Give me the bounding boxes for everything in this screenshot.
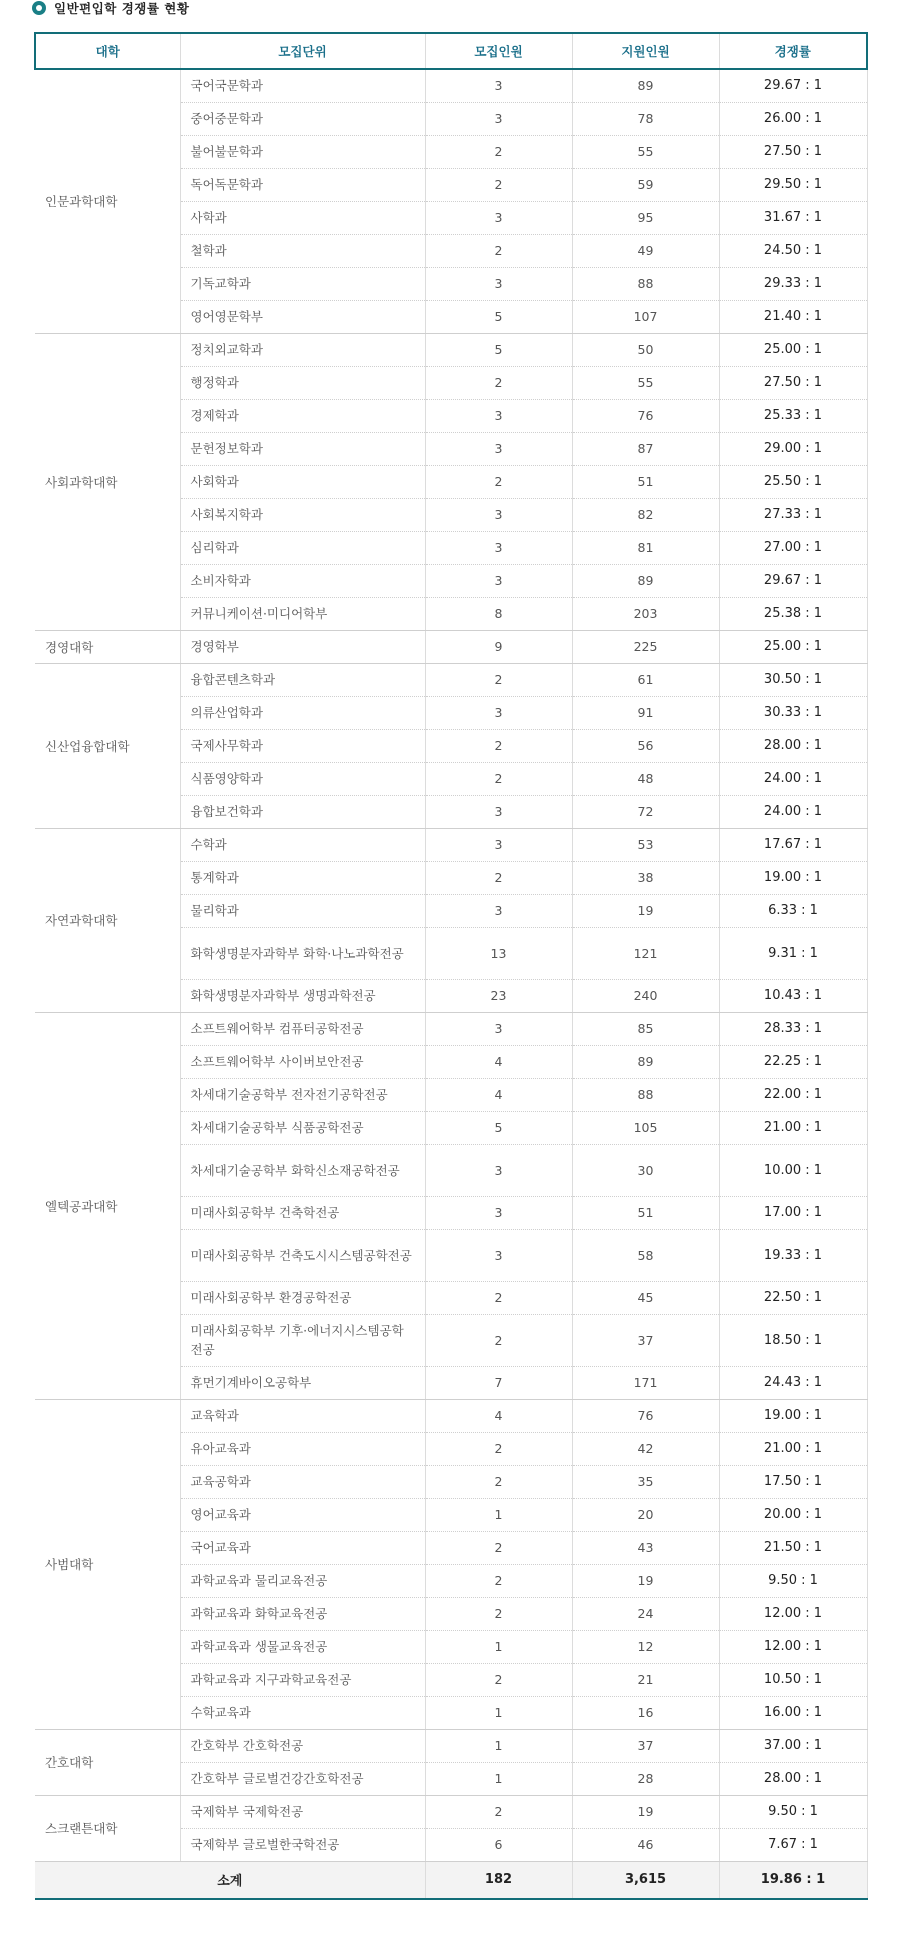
rate-cell: 25.00 : 1: [719, 630, 867, 663]
quota-cell: 3: [425, 267, 572, 300]
unit-cell: 의류산업학과: [180, 696, 425, 729]
table-row: [35, 1795, 867, 1828]
quota-cell: 2: [425, 366, 572, 399]
applicants-cell: 89: [572, 564, 719, 597]
quota-cell: 3: [425, 498, 572, 531]
quota-cell: 2: [425, 861, 572, 894]
rate-cell: 21.00 : 1: [719, 1432, 867, 1465]
unit-cell: 심리학과: [180, 531, 425, 564]
applicants-cell: 61: [572, 663, 719, 696]
quota-cell: 3: [425, 564, 572, 597]
table-row: [35, 1729, 867, 1762]
unit-cell: 영어영문학부: [180, 300, 425, 333]
rate-cell: 19.00 : 1: [719, 861, 867, 894]
header-rate: 경쟁률: [719, 33, 867, 69]
unit-cell: 교육학과: [180, 1399, 425, 1432]
quota-cell: 3: [425, 531, 572, 564]
applicants-cell: 24: [572, 1597, 719, 1630]
table-row: [35, 333, 867, 366]
header-unit: 모집단위: [180, 33, 425, 69]
table-row: [35, 663, 867, 696]
unit-cell: 독어독문학과: [180, 168, 425, 201]
applicants-cell: 81: [572, 531, 719, 564]
unit-cell: 기독교학과: [180, 267, 425, 300]
rate-cell: 29.50 : 1: [719, 168, 867, 201]
applicants-cell: 43: [572, 1531, 719, 1564]
applicants-cell: 171: [572, 1366, 719, 1399]
college-cell: 경영대학: [35, 630, 180, 663]
college-cell: 엘텍공과대학: [35, 1012, 180, 1399]
table-row: [35, 69, 867, 102]
unit-cell: 통계학과: [180, 861, 425, 894]
quota-cell: 2: [425, 1531, 572, 1564]
unit-cell: 과학교육과 지구과학교육전공: [180, 1663, 425, 1696]
quota-cell: 3: [425, 399, 572, 432]
unit-cell: 미래사회공학부 기후·에너지시스템공학전공: [180, 1314, 425, 1366]
table-row: [35, 630, 867, 663]
quota-cell: 4: [425, 1045, 572, 1078]
applicants-cell: 107: [572, 300, 719, 333]
rate-cell: 24.50 : 1: [719, 234, 867, 267]
applicants-cell: 51: [572, 1196, 719, 1229]
unit-cell: 물리학과: [180, 894, 425, 927]
rate-cell: 27.33 : 1: [719, 498, 867, 531]
applicants-cell: 87: [572, 432, 719, 465]
table-row: [35, 1012, 867, 1045]
applicants-cell: 240: [572, 979, 719, 1012]
rate-cell: 12.00 : 1: [719, 1630, 867, 1663]
unit-cell: 과학교육과 생물교육전공: [180, 1630, 425, 1663]
applicants-cell: 48: [572, 762, 719, 795]
rate-cell: 30.33 : 1: [719, 696, 867, 729]
quota-cell: 3: [425, 894, 572, 927]
applicants-cell: 82: [572, 498, 719, 531]
quota-cell: 3: [425, 69, 572, 102]
applicants-cell: 19: [572, 1564, 719, 1597]
applicants-cell: 85: [572, 1012, 719, 1045]
unit-cell: 미래사회공학부 건축도시시스템공학전공: [180, 1229, 425, 1281]
rate-cell: 24.43 : 1: [719, 1366, 867, 1399]
quota-cell: 1: [425, 1762, 572, 1795]
unit-cell: 영어교육과: [180, 1498, 425, 1531]
circle-bullet-icon: [32, 1, 46, 15]
table-header-row: [35, 33, 867, 69]
rate-cell: 9.31 : 1: [719, 927, 867, 979]
unit-cell: 경영학부: [180, 630, 425, 663]
unit-cell: 국어교육과: [180, 1531, 425, 1564]
college-cell: 간호대학: [35, 1729, 180, 1795]
rate-cell: 25.00 : 1: [719, 333, 867, 366]
applicants-cell: 89: [572, 69, 719, 102]
rate-cell: 17.50 : 1: [719, 1465, 867, 1498]
table-row: [35, 1399, 867, 1432]
applicants-cell: 76: [572, 399, 719, 432]
applicants-cell: 38: [572, 861, 719, 894]
rate-cell: 19.33 : 1: [719, 1229, 867, 1281]
rate-cell: 9.50 : 1: [719, 1564, 867, 1597]
quota-cell: 2: [425, 135, 572, 168]
competition-rate-table: [34, 32, 868, 1900]
quota-cell: 6: [425, 1828, 572, 1861]
unit-cell: 유아교육과: [180, 1432, 425, 1465]
unit-cell: 간호학부 글로벌건강간호학전공: [180, 1762, 425, 1795]
applicants-cell: 46: [572, 1828, 719, 1861]
rate-cell: 28.33 : 1: [719, 1012, 867, 1045]
quota-cell: 3: [425, 795, 572, 828]
applicants-cell: 20: [572, 1498, 719, 1531]
unit-cell: 국제학부 국제학전공: [180, 1795, 425, 1828]
table-row: [35, 828, 867, 861]
quota-cell: 2: [425, 1597, 572, 1630]
applicants-cell: 88: [572, 1078, 719, 1111]
quota-cell: 2: [425, 1314, 572, 1366]
quota-cell: 2: [425, 234, 572, 267]
unit-cell: 화학생명분자과학부 생명과학전공: [180, 979, 425, 1012]
total-quota: 182: [425, 1861, 572, 1899]
rate-cell: 10.00 : 1: [719, 1144, 867, 1196]
unit-cell: 사학과: [180, 201, 425, 234]
quota-cell: 3: [425, 1196, 572, 1229]
college-cell: 신산업융합대학: [35, 663, 180, 828]
unit-cell: 불어불문학과: [180, 135, 425, 168]
unit-cell: 문헌정보학과: [180, 432, 425, 465]
rate-cell: 28.00 : 1: [719, 729, 867, 762]
applicants-cell: 16: [572, 1696, 719, 1729]
quota-cell: 2: [425, 168, 572, 201]
applicants-cell: 78: [572, 102, 719, 135]
rate-cell: 25.38 : 1: [719, 597, 867, 630]
applicants-cell: 37: [572, 1314, 719, 1366]
applicants-cell: 49: [572, 234, 719, 267]
unit-cell: 수학교육과: [180, 1696, 425, 1729]
quota-cell: 4: [425, 1399, 572, 1432]
quota-cell: 3: [425, 1229, 572, 1281]
applicants-cell: 55: [572, 366, 719, 399]
applicants-cell: 37: [572, 1729, 719, 1762]
rate-cell: 16.00 : 1: [719, 1696, 867, 1729]
section-title: 일반편입학 경쟁률 현황: [54, 1, 190, 16]
quota-cell: 2: [425, 1281, 572, 1314]
total-label: 소계: [35, 1861, 425, 1899]
unit-cell: 차세대기술공학부 식품공학전공: [180, 1111, 425, 1144]
quota-cell: 2: [425, 1795, 572, 1828]
rate-cell: 25.50 : 1: [719, 465, 867, 498]
quota-cell: 3: [425, 432, 572, 465]
applicants-cell: 59: [572, 168, 719, 201]
applicants-cell: 19: [572, 894, 719, 927]
rate-cell: 31.67 : 1: [719, 201, 867, 234]
quota-cell: 3: [425, 828, 572, 861]
applicants-cell: 55: [572, 135, 719, 168]
quota-cell: 5: [425, 333, 572, 366]
applicants-cell: 95: [572, 201, 719, 234]
rate-cell: 29.33 : 1: [719, 267, 867, 300]
rate-cell: 29.00 : 1: [719, 432, 867, 465]
quota-cell: 1: [425, 1630, 572, 1663]
section-heading: [32, 0, 900, 19]
rate-cell: 17.00 : 1: [719, 1196, 867, 1229]
college-cell: 사회과학대학: [35, 333, 180, 630]
rate-cell: 19.00 : 1: [719, 1399, 867, 1432]
rate-cell: 24.00 : 1: [719, 762, 867, 795]
quota-cell: 23: [425, 979, 572, 1012]
total-rate: 19.86 : 1: [719, 1861, 867, 1899]
rate-cell: 20.00 : 1: [719, 1498, 867, 1531]
quota-cell: 3: [425, 1144, 572, 1196]
applicants-cell: 88: [572, 267, 719, 300]
unit-cell: 행정학과: [180, 366, 425, 399]
applicants-cell: 76: [572, 1399, 719, 1432]
quota-cell: 3: [425, 201, 572, 234]
rate-cell: 12.00 : 1: [719, 1597, 867, 1630]
rate-cell: 22.25 : 1: [719, 1045, 867, 1078]
quota-cell: 8: [425, 597, 572, 630]
quota-cell: 7: [425, 1366, 572, 1399]
applicants-cell: 51: [572, 465, 719, 498]
rate-cell: 9.50 : 1: [719, 1795, 867, 1828]
college-cell: 사범대학: [35, 1399, 180, 1729]
unit-cell: 철학과: [180, 234, 425, 267]
unit-cell: 커뮤니케이션·미디어학부: [180, 597, 425, 630]
quota-cell: 3: [425, 102, 572, 135]
header-college: 대학: [35, 33, 180, 69]
quota-cell: 13: [425, 927, 572, 979]
rate-cell: 24.00 : 1: [719, 795, 867, 828]
quota-cell: 5: [425, 1111, 572, 1144]
rate-cell: 17.67 : 1: [719, 828, 867, 861]
unit-cell: 차세대기술공학부 화학신소재공학전공: [180, 1144, 425, 1196]
quota-cell: 2: [425, 762, 572, 795]
rate-cell: 22.00 : 1: [719, 1078, 867, 1111]
rate-cell: 27.50 : 1: [719, 135, 867, 168]
rate-cell: 10.43 : 1: [719, 979, 867, 1012]
applicants-cell: 58: [572, 1229, 719, 1281]
rate-cell: 7.67 : 1: [719, 1828, 867, 1861]
rate-cell: 29.67 : 1: [719, 69, 867, 102]
unit-cell: 과학교육과 물리교육전공: [180, 1564, 425, 1597]
college-cell: 스크랜튼대학: [35, 1795, 180, 1861]
unit-cell: 소프트웨어학부 컴퓨터공학전공: [180, 1012, 425, 1045]
quota-cell: 2: [425, 1663, 572, 1696]
quota-cell: 4: [425, 1078, 572, 1111]
total-applicants: 3,615: [572, 1861, 719, 1899]
rate-cell: 27.00 : 1: [719, 531, 867, 564]
unit-cell: 미래사회공학부 건축학전공: [180, 1196, 425, 1229]
table-body: [35, 69, 867, 1861]
applicants-cell: 35: [572, 1465, 719, 1498]
applicants-cell: 21: [572, 1663, 719, 1696]
unit-cell: 사회복지학과: [180, 498, 425, 531]
rate-cell: 21.50 : 1: [719, 1531, 867, 1564]
rate-cell: 6.33 : 1: [719, 894, 867, 927]
unit-cell: 식품영양학과: [180, 762, 425, 795]
quota-cell: 2: [425, 1465, 572, 1498]
quota-cell: 2: [425, 729, 572, 762]
rate-cell: 18.50 : 1: [719, 1314, 867, 1366]
quota-cell: 3: [425, 696, 572, 729]
rate-cell: 27.50 : 1: [719, 366, 867, 399]
unit-cell: 교육공학과: [180, 1465, 425, 1498]
applicants-cell: 42: [572, 1432, 719, 1465]
quota-cell: 2: [425, 1432, 572, 1465]
unit-cell: 사회학과: [180, 465, 425, 498]
unit-cell: 차세대기술공학부 전자전기공학전공: [180, 1078, 425, 1111]
total-row: [35, 1861, 867, 1899]
unit-cell: 경제학과: [180, 399, 425, 432]
unit-cell: 융합보건학과: [180, 795, 425, 828]
college-cell: 인문과학대학: [35, 69, 180, 333]
rate-cell: 30.50 : 1: [719, 663, 867, 696]
quota-cell: 1: [425, 1498, 572, 1531]
rate-cell: 25.33 : 1: [719, 399, 867, 432]
quota-cell: 2: [425, 465, 572, 498]
applicants-cell: 105: [572, 1111, 719, 1144]
unit-cell: 국제학부 글로벌한국학전공: [180, 1828, 425, 1861]
applicants-cell: 56: [572, 729, 719, 762]
applicants-cell: 12: [572, 1630, 719, 1663]
header-quota: 모집인원: [425, 33, 572, 69]
quota-cell: 2: [425, 1564, 572, 1597]
quota-cell: 1: [425, 1729, 572, 1762]
applicants-cell: 91: [572, 696, 719, 729]
rate-cell: 21.40 : 1: [719, 300, 867, 333]
rate-cell: 22.50 : 1: [719, 1281, 867, 1314]
applicants-cell: 203: [572, 597, 719, 630]
applicants-cell: 28: [572, 1762, 719, 1795]
rate-cell: 26.00 : 1: [719, 102, 867, 135]
quota-cell: 5: [425, 300, 572, 333]
unit-cell: 화학생명분자과학부 화학·나노과학전공: [180, 927, 425, 979]
rate-cell: 28.00 : 1: [719, 1762, 867, 1795]
applicants-cell: 53: [572, 828, 719, 861]
unit-cell: 국제사무학과: [180, 729, 425, 762]
quota-cell: 1: [425, 1696, 572, 1729]
unit-cell: 휴먼기계바이오공학부: [180, 1366, 425, 1399]
applicants-cell: 50: [572, 333, 719, 366]
rate-cell: 37.00 : 1: [719, 1729, 867, 1762]
unit-cell: 미래사회공학부 환경공학전공: [180, 1281, 425, 1314]
applicants-cell: 89: [572, 1045, 719, 1078]
applicants-cell: 121: [572, 927, 719, 979]
unit-cell: 정치외교학과: [180, 333, 425, 366]
unit-cell: 국어국문학과: [180, 69, 425, 102]
college-cell: 자연과학대학: [35, 828, 180, 1012]
unit-cell: 수학과: [180, 828, 425, 861]
quota-cell: 9: [425, 630, 572, 663]
unit-cell: 소프트웨어학부 사이버보안전공: [180, 1045, 425, 1078]
rate-cell: 29.67 : 1: [719, 564, 867, 597]
applicants-cell: 45: [572, 1281, 719, 1314]
quota-cell: 3: [425, 1012, 572, 1045]
header-applicants: 지원인원: [572, 33, 719, 69]
applicants-cell: 225: [572, 630, 719, 663]
unit-cell: 과학교육과 화학교육전공: [180, 1597, 425, 1630]
applicants-cell: 19: [572, 1795, 719, 1828]
unit-cell: 중어중문학과: [180, 102, 425, 135]
unit-cell: 융합콘텐츠학과: [180, 663, 425, 696]
quota-cell: 2: [425, 663, 572, 696]
unit-cell: 간호학부 간호학전공: [180, 1729, 425, 1762]
rate-cell: 21.00 : 1: [719, 1111, 867, 1144]
applicants-cell: 72: [572, 795, 719, 828]
rate-cell: 10.50 : 1: [719, 1663, 867, 1696]
unit-cell: 소비자학과: [180, 564, 425, 597]
applicants-cell: 30: [572, 1144, 719, 1196]
